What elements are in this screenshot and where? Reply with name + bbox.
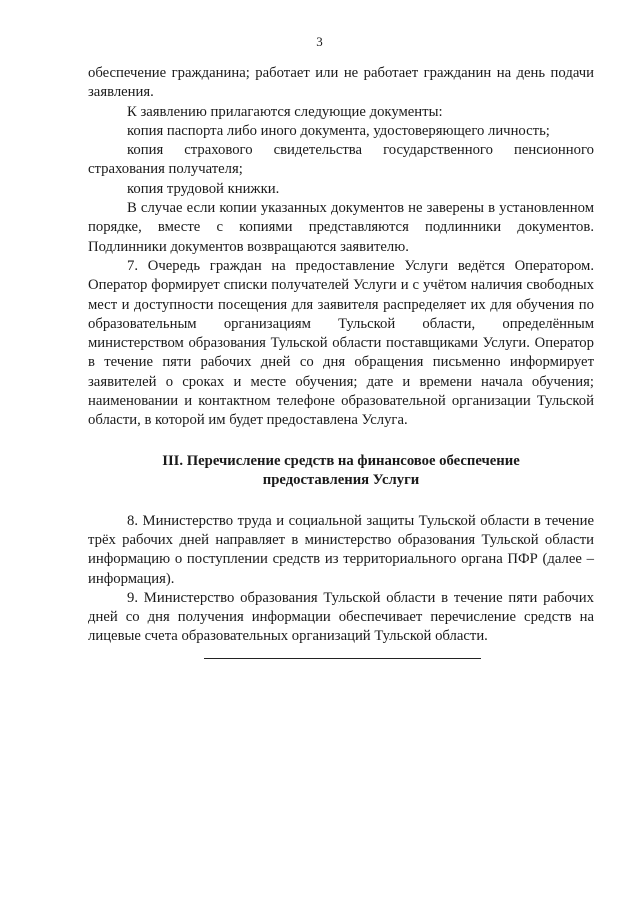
paragraph-continuation: обеспечение гражданина; работает или не работает гражданин на день подачи заявления. [88,65,594,101]
paragraph-originals: В случае если копии указанных документов не заверены в установленном порядке, вместе с копиями представляются подлинники документов. Подлинники документов возвращаются заявителю. [88,200,594,255]
section-heading-line-2: предоставления Услуги [262,471,420,488]
paragraph-item-8: 8. Министерство труда и социальной защиты Тульской области в течение трёх рабочих дней направляет в министерство образования Тульской области информацию о поступлении средств из территориального органа ПФР (далее – информация). [88,512,594,587]
paragraph-item-7: 7. Очередь граждан на предоставление Услуги ведётся Оператором. Оператор формирует списки получателей Услуги и с учётом наличия свободных мест и доступности посещения для заявителя распределяет их для обучения по образовательным организациям Тульской области, определённым министерством образования Тульской области поставщиками Услуги. Оператор в течение пяти рабочих дней со дня обращения письменно информирует заявителей о сроках и месте обучения; дате и времени начала обучения; наименовании и контактном телефоне образовательной организации Тульской области, в которой им будет предоставлена Услуга. [88,257,594,429]
paragraph-workbook-copy: копия трудовой книжки. [127,180,280,197]
section-heading [88,452,594,490]
paragraph-insurance-copy: копия страхового свидетельства государственного пенсионного страхования получателя; [88,142,594,178]
paragraph-item-9: 9. Министерство образования Тульской области в течение пяти рабочих дней со дня получения информации обеспечивает перечисление средств на лицевые счета образовательных организаций Тульской области. [88,589,594,645]
document-body [88,64,594,647]
end-divider-line [204,658,481,659]
section-heading-line-1: III. Перечисление средств на финансовое обеспечение [162,452,520,469]
paragraph-passport-copy: копия паспорта либо иного документа, удостоверяющего личность; [127,122,550,139]
paragraph-attachments-intro: К заявлению прилагаются следующие документы: [127,103,443,120]
page-number: 3 [316,34,323,49]
